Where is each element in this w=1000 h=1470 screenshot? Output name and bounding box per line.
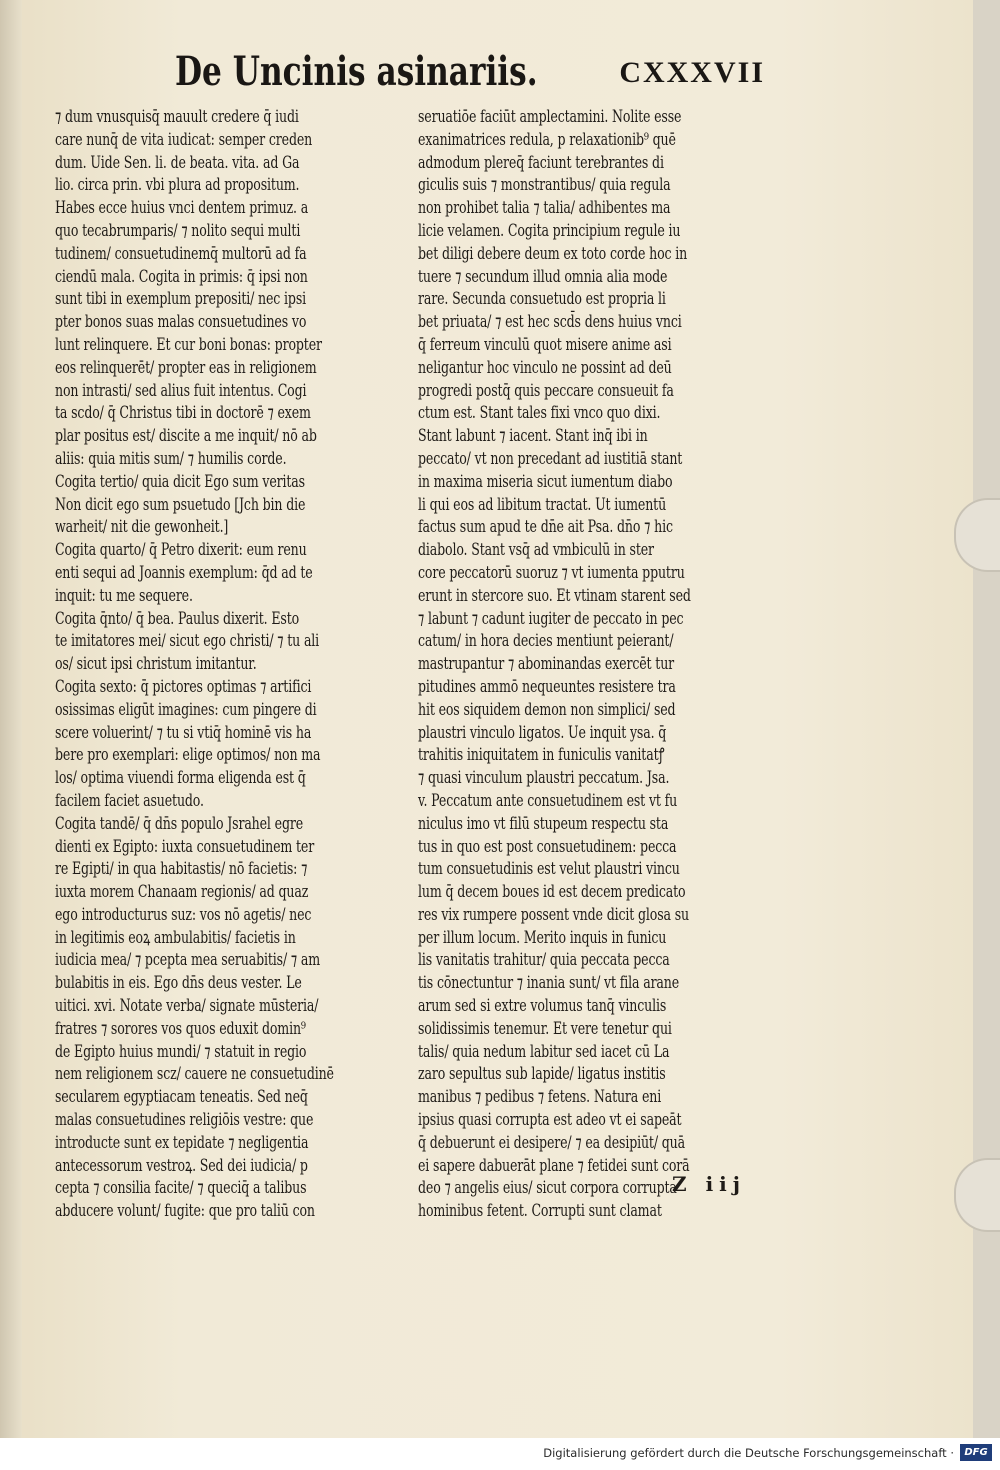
text-line: secularem egyptiacam teneatis. Sed neq̄: [55, 1087, 308, 1108]
text-line: scere voluerint/ ⁊ tu si vtiq̄ hominē vis ha: [55, 722, 312, 743]
text-line: admodum plereq̄ faciunt terebrantes di: [418, 152, 664, 173]
text-line: pter bonos suas malas consuetudines vo: [55, 312, 307, 333]
text-line: iudicia mea/ ⁊ pcepta mea seruabitis/ ⁊ am: [55, 950, 320, 971]
text-line: peccato/ vt non precedant ad iustitiā stant: [418, 448, 683, 469]
text-line: plaustri vinculo ligatos. Ue inquit ysa. q̄: [418, 722, 667, 743]
text-line: non intrasti/ sed alius fuit intentus. Cogi: [55, 380, 307, 401]
text-line: v. Peccatum ante consuetudinem est vt fu: [418, 790, 678, 811]
text-line: Cogita sexto: q̄ pictores optimas ⁊ artifici: [55, 676, 312, 697]
text-line: Cogita tandē/ q̄ dn̄s populo Jsrahel egre: [55, 813, 304, 834]
text-line: deo ⁊ angelis eius/ sicut corpora corrupta: [418, 1178, 677, 1199]
dfg-logo-icon: DFG: [960, 1444, 992, 1461]
text-line: te imitatores mei/ sicut ego christi/ ⁊ tu ali: [55, 631, 320, 652]
text-line: tus in quo est post consuetudinem: pecca: [418, 836, 677, 857]
text-line: ciendū mala. Cogita in primis: q̄ ipsi non: [55, 266, 308, 287]
text-line: sunt tibi in exemplum prepositi/ nec ipsi: [55, 289, 307, 310]
text-line: aliis: quia mitis sum/ ⁊ humilis corde.: [55, 448, 287, 469]
text-line: Habes ecce huius vnci dentem primuz. a: [55, 198, 309, 219]
text-line: non prohibet talia ⁊ talia/ adhibentes ma: [418, 198, 671, 219]
text-line: malas consuetudines religiōis vestre: que: [55, 1110, 314, 1131]
text-line: ctum est. Stant tales fixi vnco quo dixi.: [418, 403, 661, 424]
text-line: bulabitis in eis. Ego dn̄s deus vester. Le: [55, 973, 302, 994]
text-line: los/ optima viuendi forma eligenda est q̄: [55, 768, 306, 789]
text-line: warheit/ nit die gewonheit.]: [55, 517, 229, 538]
text-line: talis/ quia nedum labitur sed iacet cū La: [418, 1041, 670, 1062]
text-line: catum/ in hora decies mentiunt peierant/: [418, 631, 674, 652]
text-line: ipsius quasi corrupta est adeo vt ei sapeāt: [418, 1110, 682, 1131]
text-line: ⁊ labunt ⁊ cadunt iugiter de peccato in pec: [418, 608, 684, 629]
text-line: arum sed si extre volumus tanq̄ vinculis: [418, 996, 667, 1017]
text-line: hominibus fetent. Corrupti sunt clamat: [418, 1201, 662, 1222]
text-line: niculus imo vt filū stupeum respectu sta: [418, 813, 669, 834]
text-line: res vix rumpere possent vnde dicit glosa su: [418, 904, 689, 925]
left-text-column: [55, 106, 410, 1223]
text-line: lio. circa prin. vbi plura ad propositum.: [55, 175, 300, 196]
text-line: ⁊ dum vnusquisq̄ mauult credere q̄ iudi: [55, 107, 299, 127]
text-line: re Egipti/ in qua habitastis/ nō facietis: ⁊: [55, 859, 308, 880]
text-line: tum consuetudinis est velut plaustri vincu: [418, 859, 680, 880]
text-line: solidissimis tenemur. Et vere tenetur qui: [418, 1018, 672, 1039]
text-line: factus sum apud te dn̄e ait Psa. dn̄o ⁊ hic: [418, 517, 673, 538]
text-line: plar positus est/ discite a me inquit/ nō ab: [55, 426, 317, 447]
text-line: per illum locum. Merito inquis in funicu: [418, 927, 667, 948]
text-line: facilem faciet asuetudo.: [55, 790, 204, 811]
text-line: tis cōnectuntur ⁊ inania sunt/ vt fila arane: [418, 973, 680, 994]
text-line: dienti ex Egipto: iuxta consuetudinem ter: [55, 836, 315, 857]
text-line: Cogita quarto/ q̄ Petro dixerit: eum renu: [55, 540, 307, 561]
text-line: giculis suis ⁊ monstrantibus/ quia regula: [418, 175, 671, 196]
text-line: ei sapere dabuerāt plane ⁊ fetidei sunt corā: [418, 1155, 690, 1176]
running-title: De Uncinis asinariis.: [175, 48, 538, 95]
text-line: cepta ⁊ consilia facite/ ⁊ queciq̄ a talibus: [55, 1178, 307, 1199]
text-line: exanimatrices redula, p relaxationib⁹ quē: [418, 129, 676, 150]
text-line: quo tecabrumparis/ ⁊ nolito sequi multi: [55, 220, 301, 241]
text-line: in legitimis eoꝝ ambulabitis/ facietis in: [55, 927, 296, 948]
text-line: tuere ⁊ secundum illud omnia alia mode: [418, 266, 668, 287]
text-line: lunt relinquere. Et cur boni bonas: propter: [55, 334, 322, 355]
digitization-footer: [0, 1438, 1000, 1470]
text-line: os/ sicut ipsi christum imitantur.: [55, 654, 257, 675]
funding-credit: Digitalisierung gefördert durch die Deutsche Forschungsgemeinschaft ·: [543, 1446, 954, 1460]
text-line: hit eos siquidem demon non simplici/ sed: [418, 699, 676, 720]
text-line: Non dicit ego sum psuetudo [Jch bin die: [55, 494, 306, 515]
text-line: introducte sunt ex tepidate ⁊ negligentia: [55, 1132, 309, 1153]
text-line: li qui eos ad libitum tractat. Ut iumentū: [418, 494, 667, 515]
text-line: abducere volunt/ fugite: que pro taliū con: [55, 1201, 315, 1222]
text-line: fratres ⁊ sorores vos quos eduxit domin⁹: [55, 1018, 306, 1039]
text-line: nem religionem scz/ cauere ne consuetudinē: [55, 1064, 334, 1085]
text-line: ta scdo/ q̄ Christus tibi in doctorē ⁊ exem: [55, 403, 311, 424]
text-line: q̄ ferreum vinculū quot misere anime asi: [418, 334, 672, 355]
text-line: eos relinquerēt/ propter eas in religionem: [55, 357, 317, 378]
text-line: neligantur hoc vinculo ne possint ad deū: [418, 357, 672, 378]
text-line: rare. Secunda consuetudo est propria li: [418, 289, 666, 310]
text-line: lum q̄ decem boues id est decem predicato: [418, 882, 686, 903]
text-line: trahitis iniquitatem in funiculis vanitatꝭ: [418, 745, 665, 766]
running-header: [175, 48, 765, 98]
page-gutter-shadow: [0, 0, 22, 1438]
text-line: antecessorum vestroꝝ. Sed dei iudicia/ p: [55, 1155, 308, 1176]
right-text-column: [418, 106, 773, 1223]
text-line: bet priuata/ ⁊ est hec scd̄s dens huius vnci: [418, 312, 682, 333]
text-line: licie velamen. Cogita principium regule iu: [418, 220, 681, 241]
text-line: Stant labunt ⁊ iacent. Stant inq̄ ibi in: [418, 426, 648, 447]
text-line: ego introducturus suz: vos nō agetis/ nec: [55, 904, 312, 925]
text-line: q̄ debuerunt ei desipere/ ⁊ ea desipiūt/ quā: [418, 1132, 686, 1153]
text-line: progredi postq̄ quis peccare consueuit fa: [418, 380, 674, 401]
text-line: Cogita q̄nto/ q̄ bea. Paulus dixerit. Esto: [55, 608, 300, 629]
text-line: zaro sepultus sub lapide/ ligatus institis: [418, 1064, 666, 1085]
text-line: care nunq̄ de vita iudicat: semper creden: [55, 129, 313, 150]
text-line: in maxima miseria sicut iumentum diabo: [418, 471, 673, 492]
text-line: dum. Uide Sen. li. de beata. vita. ad Ga: [55, 152, 300, 173]
text-line: seruatiōe faciūt amplectamini. Nolite esse: [418, 107, 682, 127]
text-line: inquit: tu me sequere.: [55, 585, 193, 606]
text-line: mastrupantur ⁊ abominandas exercēt tur: [418, 654, 675, 675]
text-line: enti sequi ad Joannis exemplum: q̄d ad te: [55, 562, 313, 583]
text-line: pitudines ammō nequeuntes resistere tra: [418, 676, 676, 697]
text-line: ⁊ quasi vinculum plaustri peccatum. Jsa.: [418, 768, 670, 789]
text-line: core peccatorū suoruz ⁊ vt iumenta pputru: [418, 562, 685, 583]
signature-mark: Z iij: [672, 1172, 746, 1196]
text-line: manibus ⁊ pedibus ⁊ fetens. Natura eni: [418, 1087, 662, 1108]
text-line: erunt in stercore suo. Et vtinam starent sed: [418, 585, 691, 606]
text-line: diabolo. Stant vsq̄ ad vmbiculū in ster: [418, 540, 654, 561]
text-line: tudinem/ consuetudinemq̄ multorū ad fa: [55, 243, 307, 264]
text-line: uitici. xvi. Notate verba/ signate mūsteria/: [55, 996, 319, 1017]
text-line: lis vanitatis trahitur/ quia peccata pecca: [418, 950, 670, 971]
text-line: iuxta morem Chanaam regionis/ ad quaz: [55, 882, 309, 903]
text-line: de Egipto huius mundi/ ⁊ statuit in regio: [55, 1041, 307, 1062]
text-line: bere pro exemplari: elige optimos/ non ma: [55, 745, 321, 766]
text-line: bet diligi debere deum ex toto corde hoc in: [418, 243, 688, 264]
text-line: Cogita tertio/ quia dicit Ego sum veritas: [55, 471, 305, 492]
folio-number: CXXXVII: [619, 56, 765, 89]
text-line: osissimas eligūt imagines: cum pingere di: [55, 699, 317, 720]
